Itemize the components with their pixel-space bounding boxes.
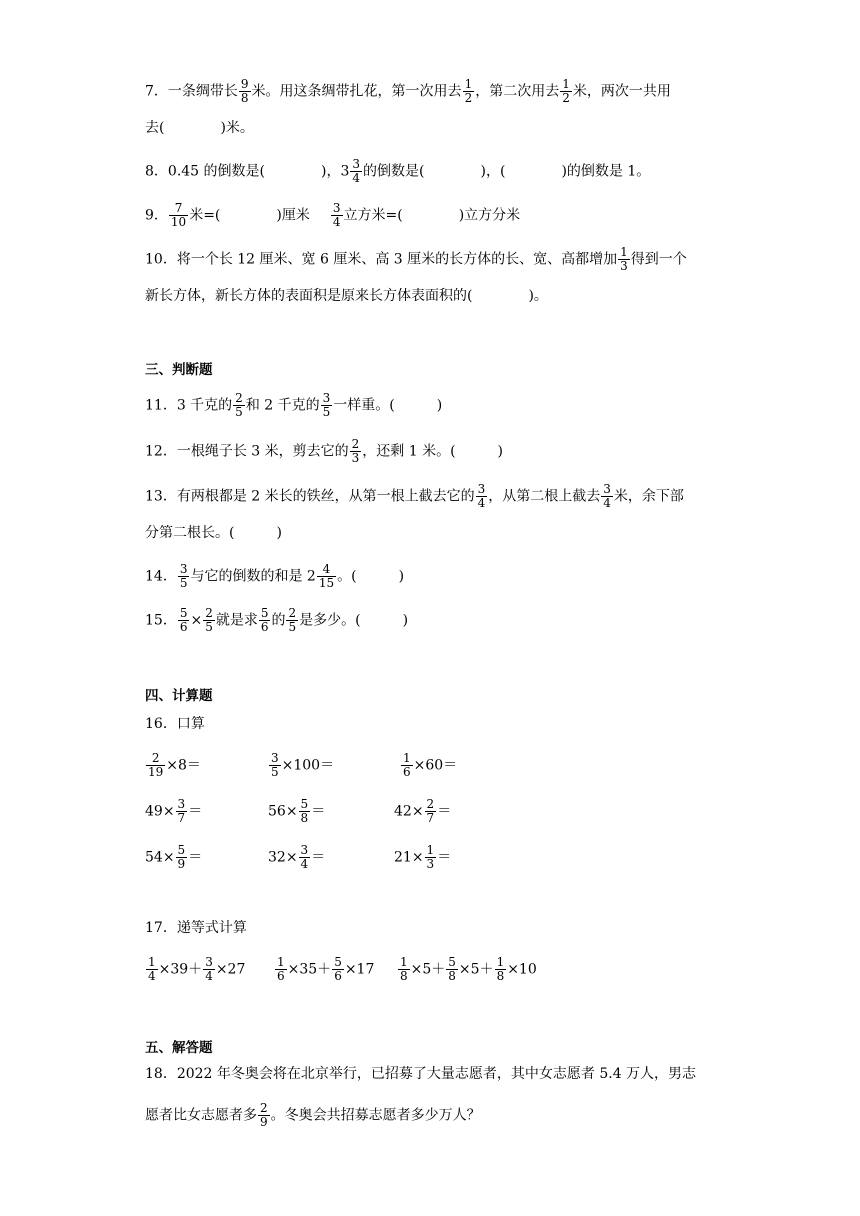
text: ) (436, 397, 443, 414)
fraction: $\frac{3}{5}$ (179, 562, 188, 590)
fraction: $\frac{5}{6}$ (179, 606, 188, 634)
question-15 (145, 607, 408, 634)
text: 一样重。( (333, 397, 395, 414)
text: 15． (145, 612, 177, 629)
question-9 (145, 202, 520, 229)
mixed-number: 3 $\frac{3}{4}$ (340, 157, 361, 185)
fraction: $\frac{5}{6}$ (260, 606, 269, 634)
fraction: $\frac{3}{4}$ (603, 482, 611, 510)
text: 与它的倒数的和是 (190, 568, 307, 585)
text: ) (398, 568, 405, 585)
section-heading-judgment: 三、判断题 (145, 362, 213, 378)
text: 米，两次一共用 (572, 83, 671, 100)
text: ) (497, 443, 504, 460)
text: 。冬奥会共招募志愿者多少万人？ (270, 1107, 481, 1124)
fraction: $\frac{3}{4}$ (477, 482, 486, 510)
text: 9． (145, 207, 168, 224)
text: 分第二根长。( (145, 525, 235, 541)
oral-calc-r1c2: $\frac{3}{5}$ ×100＝ (271, 751, 335, 779)
text: )米。 (220, 120, 254, 136)
text: 14． (145, 568, 177, 585)
oral-calc-r2c3: 42× $\frac{2}{7}$ ＝ (394, 797, 452, 825)
fraction: $\frac{2}{3}$ (351, 437, 360, 465)
text: 是多少。( (299, 612, 361, 629)
question-14 (145, 563, 404, 590)
text: 11．3 千克的 (145, 397, 233, 414)
text: 去( (145, 120, 165, 136)
text: ) (276, 525, 282, 541)
text: )，( (480, 163, 506, 180)
text: 立方米=( (343, 207, 403, 224)
stepwise-calc-1: $\frac{1}{4}$ ×39＋ $\frac{3}{4}$ ×27 (148, 955, 246, 983)
question-10-line-2 (145, 286, 548, 306)
oral-calc-r2c1: 49× $\frac{3}{7}$ ＝ (145, 797, 203, 825)
question-7-line-1 (145, 78, 671, 105)
fraction: $\frac{7}{10}$ (170, 201, 187, 229)
question-10-line-1 (145, 246, 687, 273)
oral-calc-r1c1: $\frac{2}{19}$ ×8＝ (148, 751, 201, 779)
text: 米。用这条绸带扎花，第一次用去 (251, 83, 462, 100)
fraction: $\frac{3}{5}$ (322, 391, 331, 419)
section-heading-application: 五、解答题 (145, 1040, 213, 1056)
text: 12．一根绳子长 3 米，剪去它的 (145, 443, 349, 460)
question-16-title: 16．口算 (145, 716, 205, 732)
stepwise-calc-3: $\frac{1}{8}$ ×5＋ $\frac{5}{8}$ ×5＋ $\frac{1}{8}$ ×10 (400, 955, 537, 983)
question-13-line-2 (145, 523, 282, 543)
question-7-line-2 (145, 118, 254, 138)
question-8 (145, 158, 650, 185)
text: 米，余下部 (613, 488, 684, 505)
fraction: $\frac{3}{4}$ (332, 201, 341, 229)
oral-calc-r3c1: 54× $\frac{5}{9}$ ＝ (145, 843, 203, 871)
text: 愿者比女志愿者多 (145, 1107, 257, 1124)
text: 13．有两根都是 2 米长的铁丝，从第一根上截去它的 (145, 488, 475, 505)
question-18-line-2 (145, 1102, 481, 1129)
oral-calc-r3c2: 32× $\frac{3}{4}$ ＝ (268, 843, 326, 871)
fraction: $\frac{2}{9}$ (260, 1101, 268, 1129)
text: × (190, 612, 203, 629)
question-11 (145, 392, 442, 419)
text: 10．将一个长 12 厘米、宽 6 厘米、高 3 厘米的长方体的长、宽、高都增加 (145, 251, 618, 268)
mixed-number: 2 $\frac{4}{15}$ (306, 562, 335, 590)
text: )立方分米 (458, 207, 521, 224)
text: 的倒数是( (363, 163, 425, 180)
text: ，从第二根上截去 (488, 488, 601, 505)
text: ，第二次用去 (475, 83, 560, 100)
text: 新长方体，新长方体的表面积是原来长方体表面积的( (145, 288, 473, 304)
fraction: $\frac{1}{2}$ (464, 77, 473, 105)
text: 7．一条绸带长 (145, 83, 238, 100)
fraction: $\frac{1}{3}$ (620, 245, 628, 273)
question-12 (145, 438, 503, 465)
text: ) (402, 612, 409, 629)
fraction: $\frac{2}{5}$ (205, 606, 213, 634)
oral-calc-r1c3: $\frac{1}{6}$ ×60＝ (403, 751, 458, 779)
question-13-line-1 (145, 483, 684, 510)
text: 米=( (189, 207, 221, 224)
oral-calc-r3c3: 21× $\frac{1}{3}$ ＝ (394, 843, 452, 871)
text: ，还剩 1 米。( (362, 443, 456, 460)
text: )厘米 (276, 207, 310, 224)
fraction: $\frac{2}{5}$ (235, 391, 243, 419)
text: 得到一个 (630, 251, 687, 268)
text: 8．0.45 的倒数是( (145, 163, 265, 180)
fraction: $\frac{2}{5}$ (288, 606, 297, 634)
oral-calc-r2c2: 56× $\frac{5}{8}$ ＝ (268, 797, 326, 825)
text: )的倒数是 1。 (561, 163, 651, 180)
stepwise-calc-2: $\frac{1}{6}$ ×35＋ $\frac{5}{6}$ ×17 (277, 955, 375, 983)
text: 。( (337, 568, 357, 585)
fraction: $\frac{9}{8}$ (240, 77, 249, 105)
fraction: $\frac{1}{2}$ (562, 77, 570, 105)
section-heading-calculation: 四、计算题 (145, 688, 213, 704)
text: )。 (528, 288, 548, 304)
text: )， (321, 163, 341, 180)
text: 就是求 (215, 612, 258, 629)
text: 和 2 千克的 (245, 397, 320, 414)
question-17-title: 17．递等式计算 (145, 920, 247, 936)
text: 的 (271, 612, 286, 629)
question-18-line-1: 18．2022 年冬奥会将在北京举行，已招募了大量志愿者，其中女志愿者 5.4 万人，男志 (145, 1066, 697, 1082)
